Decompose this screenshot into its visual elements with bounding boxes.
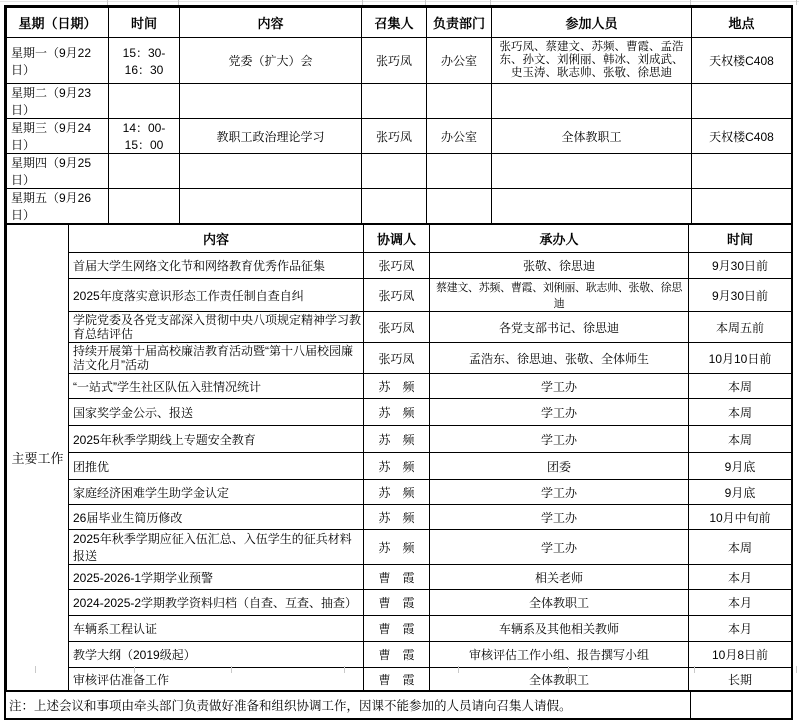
work-row: [7, 279, 792, 312]
cell-organizer: 各党支部书记、徐思迪: [430, 312, 689, 343]
cell-work-time: 10月10日前: [689, 343, 792, 374]
cell-work-time: 10月8日前: [689, 642, 792, 668]
column-header-day: 星期（日期）: [7, 8, 109, 38]
column-header-convener: 召集人: [362, 8, 427, 38]
cell-work-content: 首届大学生网络文化节和网络教育优秀作品征集: [69, 253, 364, 279]
note-text: 注：上述会议和事项由牵头部门负责做好准备和组织协调工作，因课不能参加的人员请向召集人请假。: [9, 699, 572, 713]
cell-organizer: 蔡建文、苏频、曹霞、刘俐丽、耿志帅、张敬、徐思迪: [430, 279, 689, 312]
meeting-row-tuesday: [7, 84, 792, 119]
work-row: [7, 480, 792, 505]
cell-coordinator: 苏 频: [364, 505, 430, 530]
cell-work-time: 9月30日前: [689, 279, 792, 312]
note-empty-cell: [690, 692, 791, 718]
cell-time: [109, 84, 180, 119]
cell-coordinator: 张巧凤: [364, 312, 430, 343]
cell-organizer: 全体教职工: [430, 668, 689, 691]
cell-location: 天权楼C408: [692, 119, 792, 154]
cell-organizer: 审核评估工作小组、报告撰写小组: [430, 642, 689, 668]
cell-day: 星期三（9月24日）: [7, 119, 109, 154]
gridline-tick: [458, 666, 459, 673]
cell-content: 教职工政治理论学习: [180, 119, 362, 154]
cell-organizer: 车辆系及其他相关教师: [430, 616, 689, 642]
work-row: [7, 565, 792, 590]
cell-work-content: 教学大纲（2019级起）: [69, 642, 364, 668]
gridline-tick: [344, 666, 345, 673]
cell-location: [692, 154, 792, 189]
cell-work-time: 本周: [689, 374, 792, 399]
cell-content: [180, 84, 362, 119]
cell-participants: 张巧凤、蔡建文、苏频、曹霞、孟浩东、孙文、刘俐丽、韩冰、刘成武、史玉涛、耿志帅、张敬、徐思迪: [492, 38, 692, 84]
cell-department: [427, 189, 492, 224]
cell-organizer: 学工办: [430, 374, 689, 399]
cell-day: 星期二（9月23日）: [7, 84, 109, 119]
cell-content: [180, 154, 362, 189]
cell-coordinator: 曹 霞: [364, 668, 430, 691]
cell-coordinator: 张巧凤: [364, 343, 430, 374]
work-row: [7, 312, 792, 343]
cell-work-time: 本周: [689, 426, 792, 453]
gridline-tick: [231, 666, 232, 673]
note-row: [6, 691, 791, 718]
column-header-content: 内容: [180, 8, 362, 38]
cell-organizer: 学工办: [430, 505, 689, 530]
cell-organizer: 孟浩东、徐思迪、张敬、全体师生: [430, 343, 689, 374]
cell-participants: [492, 154, 692, 189]
cell-time: 14：00-15：00: [109, 119, 180, 154]
work-row: [7, 616, 792, 642]
cell-convener: 张巧凤: [362, 38, 427, 84]
cell-organizer: 全体教职工: [430, 590, 689, 616]
gridline-tick: [796, 666, 797, 673]
cell-work-time: 本周五前: [689, 312, 792, 343]
cell-work-content: 车辆系工程认证: [69, 616, 364, 642]
cell-coordinator: 苏 频: [364, 453, 430, 480]
cell-work-time: 本周: [689, 399, 792, 426]
cell-work-time: 本月: [689, 616, 792, 642]
meeting-header-row: [7, 8, 792, 38]
section-label-main-work: 主要工作: [7, 225, 69, 691]
cell-convener: [362, 189, 427, 224]
cell-location: [692, 189, 792, 224]
cell-organizer: 相关老师: [430, 565, 689, 590]
column-header-work-time: 时间: [689, 225, 792, 253]
meeting-table: [6, 7, 792, 224]
cell-convener: [362, 84, 427, 119]
cell-work-content: 26届毕业生简历修改: [69, 505, 364, 530]
meeting-row-thursday: [7, 154, 792, 189]
cell-organizer: 学工办: [430, 480, 689, 505]
cell-coordinator: 苏 频: [364, 530, 430, 565]
work-row: [7, 642, 792, 668]
cell-work-time: 本月: [689, 590, 792, 616]
cell-work-time: 长期: [689, 668, 792, 691]
gridline-tick: [694, 666, 695, 673]
gridline-tick: [796, 0, 797, 5]
cell-work-time: 本月: [689, 565, 792, 590]
column-header-coordinator: 协调人: [364, 225, 430, 253]
cell-content: 党委（扩大）会: [180, 38, 362, 84]
cell-work-content: 2025年度落实意识形态工作责任制自查自纠: [69, 279, 364, 312]
column-header-organizer: 承办人: [430, 225, 689, 253]
cell-organizer: 学工办: [430, 426, 689, 453]
cell-convener: [362, 154, 427, 189]
cell-convener: 张巧凤: [362, 119, 427, 154]
work-row: [7, 399, 792, 426]
cell-coordinator: 苏 频: [364, 399, 430, 426]
cell-day: 星期五（9月26日）: [7, 189, 109, 224]
gridline-tick: [134, 666, 135, 673]
cell-department: 办公室: [427, 38, 492, 84]
cell-work-content: 2024-2025-2学期教学资料归档（自查、互查、抽查）: [69, 590, 364, 616]
gridline-tick: [35, 666, 36, 673]
work-header-row: [7, 225, 792, 253]
cell-department: 办公室: [427, 119, 492, 154]
work-row: [7, 530, 792, 565]
cell-time: [109, 154, 180, 189]
cell-organizer: 张敬、徐思迪: [430, 253, 689, 279]
cell-work-time: 9月底: [689, 480, 792, 505]
cell-organizer: 学工办: [430, 399, 689, 426]
cell-work-time: 9月30日前: [689, 253, 792, 279]
cell-participants: [492, 189, 692, 224]
meeting-row-monday: [7, 38, 792, 84]
cell-work-content: 团推优: [69, 453, 364, 480]
cell-department: [427, 84, 492, 119]
cell-participants: 全体教职工: [492, 119, 692, 154]
cell-coordinator: 苏 频: [364, 374, 430, 399]
column-header-participants: 参加人员: [492, 8, 692, 38]
cell-coordinator: 曹 霞: [364, 642, 430, 668]
gridline: [0, 1, 799, 2]
cell-work-content: 家庭经济困难学生助学金认定: [69, 480, 364, 505]
cell-department: [427, 154, 492, 189]
cell-time: 15：30-16：30: [109, 38, 180, 84]
cell-work-content: “一站式”学生社区队伍入驻情况统计: [69, 374, 364, 399]
cell-coordinator: 曹 霞: [364, 590, 430, 616]
work-row: [7, 505, 792, 530]
cell-location: [692, 84, 792, 119]
cell-work-content: 2025-2026-1学期学业预警: [69, 565, 364, 590]
column-header-work-content: 内容: [69, 225, 364, 253]
cell-participants: [492, 84, 692, 119]
cell-organizer: 团委: [430, 453, 689, 480]
cell-coordinator: 苏 频: [364, 426, 430, 453]
column-header-location: 地点: [692, 8, 792, 38]
work-table: [6, 224, 792, 691]
cell-work-time: 本周: [689, 530, 792, 565]
cell-time: [109, 189, 180, 224]
work-row: [7, 374, 792, 399]
cell-work-content: 审核评估准备工作: [69, 668, 364, 691]
cell-coordinator: 曹 霞: [364, 616, 430, 642]
meeting-row-friday: [7, 189, 792, 224]
cell-coordinator: 苏 频: [364, 480, 430, 505]
column-header-department: 负责部门: [427, 8, 492, 38]
work-row: [7, 426, 792, 453]
cell-organizer: 学工办: [430, 530, 689, 565]
cell-work-content: 国家奖学金公示、报送: [69, 399, 364, 426]
column-header-time: 时间: [109, 8, 180, 38]
gridline-tick: [568, 666, 569, 673]
work-row: [7, 253, 792, 279]
cell-content: [180, 189, 362, 224]
meeting-row-wednesday: [7, 119, 792, 154]
cell-coordinator: 张巧凤: [364, 279, 430, 312]
cell-work-content: 持续开展第十届高校廉洁教育活动暨“第十八届校园廉洁文化月”活动: [69, 343, 364, 374]
cell-day: 星期四（9月25日）: [7, 154, 109, 189]
work-row: [7, 590, 792, 616]
cell-coordinator: 曹 霞: [364, 565, 430, 590]
cell-work-time: 9月底: [689, 453, 792, 480]
cell-day: 星期一（9月22日）: [7, 38, 109, 84]
cell-work-content: 学院党委及各党支部深入贯彻中央八项规定精神学习教育总结评估: [69, 312, 364, 343]
work-row: [7, 343, 792, 374]
work-row: [7, 668, 792, 691]
work-row: [7, 453, 792, 480]
cell-work-content: 2025年秋季学期应征入伍汇总、入伍学生的征兵材料报送: [69, 530, 364, 565]
cell-work-time: 10月中旬前: [689, 505, 792, 530]
cell-location: 天权楼C408: [692, 38, 792, 84]
cell-coordinator: 张巧凤: [364, 253, 430, 279]
cell-work-content: 2025年秋季学期线上专题安全教育: [69, 426, 364, 453]
worksheet: [4, 5, 793, 720]
